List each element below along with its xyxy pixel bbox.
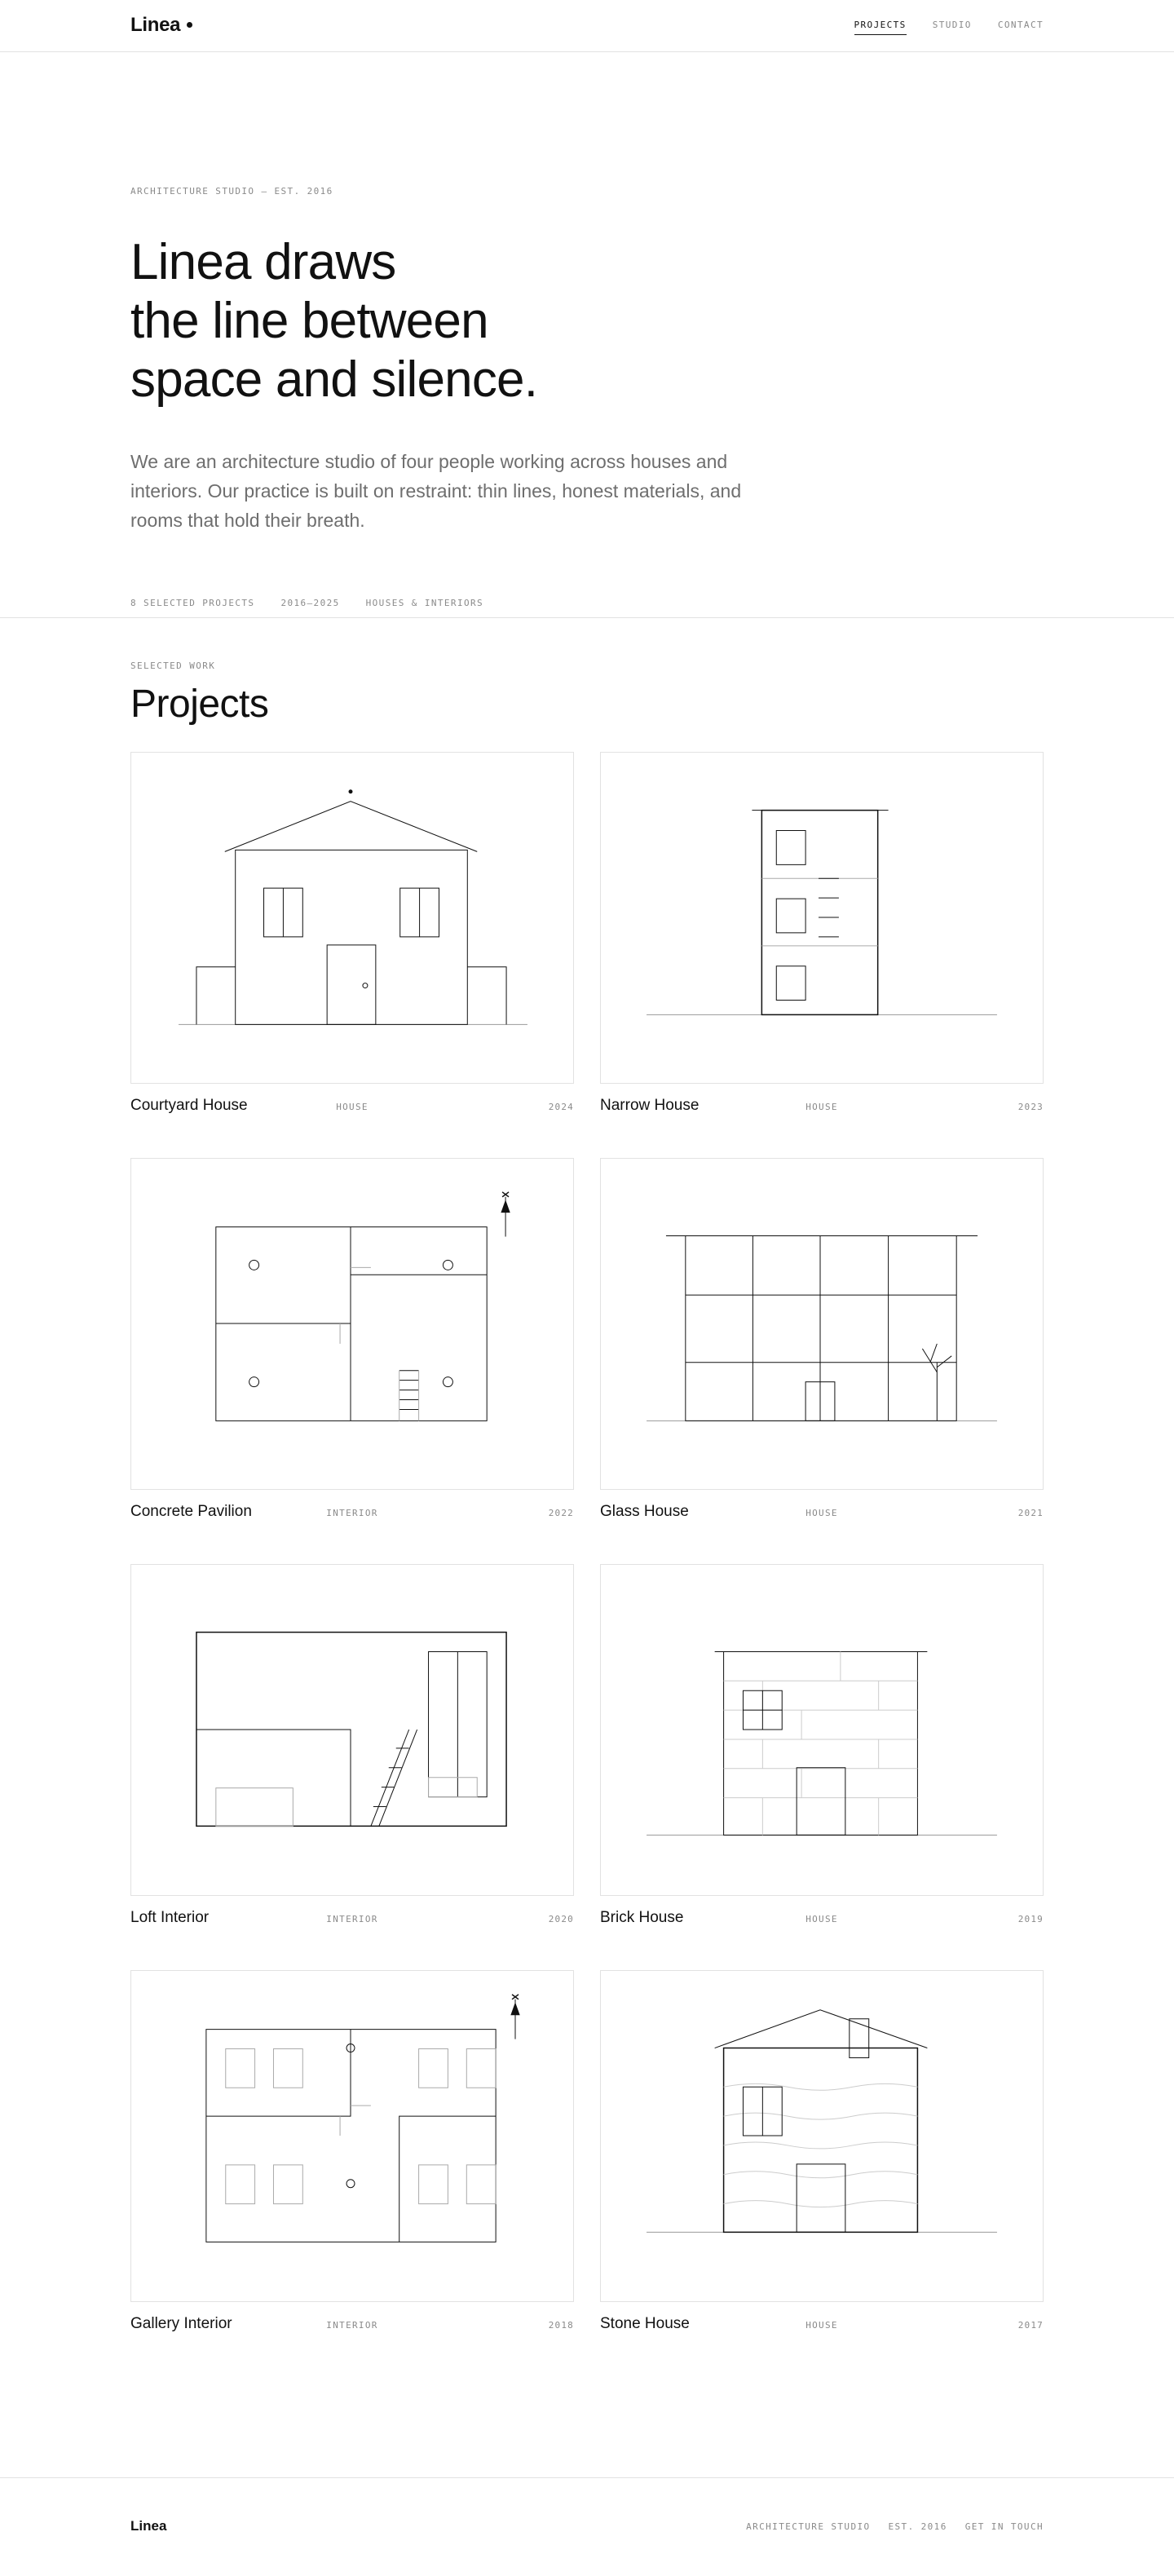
project-type: HOUSE: [805, 1102, 838, 1112]
logo-text: Linea: [130, 14, 181, 36]
project-image[interactable]: [600, 1158, 1044, 1490]
brick-house-drawing: [601, 1565, 1043, 1895]
project-image[interactable]: [600, 752, 1044, 1084]
project-name[interactable]: Glass House: [600, 1503, 689, 1520]
hero-title-line: Linea draws: [130, 234, 396, 290]
footer-links: [746, 2521, 1044, 2532]
project-type: HOUSE: [805, 1508, 838, 1518]
hero-meta: [130, 598, 483, 608]
project-type: INTERIOR: [326, 1914, 378, 1924]
project-name[interactable]: Courtyard House: [130, 1097, 248, 1114]
project-image[interactable]: [130, 752, 574, 1084]
project-name[interactable]: Stone House: [600, 2315, 690, 2332]
nav-studio-link[interactable]: STUDIO: [932, 20, 972, 30]
project-year: 2024: [548, 1102, 574, 1112]
meta-years: 2016–2025: [280, 598, 340, 608]
hero-title-line: the line between: [130, 293, 488, 349]
gallery-interior-drawing: [131, 1971, 573, 2301]
project-image[interactable]: [600, 1564, 1044, 1896]
project-card-narrow-house[interactable]: [600, 752, 1044, 1121]
project-name[interactable]: Narrow House: [600, 1097, 700, 1114]
narrow-house-drawing: [601, 753, 1043, 1083]
footer-est-label: EST. 2016: [888, 2521, 947, 2532]
project-card-stone-house[interactable]: [600, 1970, 1044, 2340]
project-meta: [600, 1097, 1044, 1121]
project-card-brick-house[interactable]: [600, 1564, 1044, 1933]
meta-scope: HOUSES & INTERIORS: [365, 598, 484, 608]
project-image[interactable]: [130, 1564, 574, 1896]
project-card-concrete-pavilion[interactable]: [130, 1158, 574, 1527]
project-name[interactable]: Gallery Interior: [130, 2315, 232, 2332]
project-card-gallery-interior[interactable]: [130, 1970, 574, 2340]
project-type: HOUSE: [336, 1102, 369, 1112]
project-card-courtyard-house[interactable]: [130, 752, 574, 1121]
site-footer: [0, 2477, 1174, 2575]
nav-projects-link[interactable]: PROJECTS: [854, 20, 907, 35]
glass-house-drawing: [601, 1159, 1043, 1489]
hero-title: [130, 233, 537, 409]
project-meta: [130, 1503, 574, 1527]
project-name[interactable]: Loft Interior: [130, 1909, 210, 1926]
project-year: 2020: [548, 1914, 574, 1924]
project-name[interactable]: Brick House: [600, 1909, 684, 1926]
concrete-pavilion-drawing: [131, 1159, 573, 1489]
logo[interactable]: [130, 14, 192, 37]
project-type: INTERIOR: [326, 2320, 378, 2331]
stone-house-drawing: [601, 1971, 1043, 2301]
projects-eyebrow: SELECTED WORK: [130, 661, 216, 671]
projects-section: [0, 618, 1174, 2477]
project-meta: [600, 1503, 1044, 1527]
footer-logo[interactable]: Linea: [130, 2518, 167, 2534]
project-type: HOUSE: [805, 1914, 838, 1924]
project-image[interactable]: [130, 1970, 574, 2302]
courtyard-house-drawing: [131, 753, 573, 1083]
project-meta: [600, 1909, 1044, 1933]
project-card-loft-interior[interactable]: [130, 1564, 574, 1933]
project-meta: [130, 2315, 574, 2340]
site-header: [0, 0, 1174, 52]
main-nav: [854, 20, 1044, 35]
project-year: 2023: [1017, 1102, 1044, 1112]
project-year: 2018: [548, 2320, 574, 2331]
project-meta: [130, 1909, 574, 1933]
meta-project-count: 8 SELECTED PROJECTS: [130, 598, 255, 608]
project-type: HOUSE: [805, 2320, 838, 2331]
hero-title-line: space and silence.: [130, 351, 538, 408]
footer-studio-label: ARCHITECTURE STUDIO: [746, 2521, 871, 2532]
project-image[interactable]: [600, 1970, 1044, 2302]
project-name[interactable]: Concrete Pavilion: [130, 1503, 252, 1520]
project-meta: [600, 2315, 1044, 2340]
nav-contact-link[interactable]: CONTACT: [997, 20, 1044, 30]
projects-title: Projects: [130, 683, 269, 726]
project-meta: [130, 1097, 574, 1121]
hero-section: [0, 52, 1174, 618]
project-type: INTERIOR: [326, 1508, 378, 1518]
logo-dot-icon: [187, 22, 192, 28]
project-image[interactable]: [130, 1158, 574, 1490]
project-card-glass-house[interactable]: [600, 1158, 1044, 1527]
hero-eyebrow: ARCHITECTURE STUDIO — EST. 2016: [130, 186, 333, 197]
project-year: 2021: [1017, 1508, 1044, 1518]
project-year: 2022: [548, 1508, 574, 1518]
project-year: 2017: [1017, 2320, 1044, 2331]
hero-lead: We are an architecture studio of four people working across houses and interiors. Our practice is built on restraint: thin lines, honest materials, and rooms that hold their breath.: [130, 451, 742, 531]
footer-contact-link[interactable]: GET IN TOUCH: [964, 2521, 1044, 2532]
project-year: 2019: [1017, 1914, 1044, 1924]
loft-interior-drawing: [131, 1565, 573, 1895]
